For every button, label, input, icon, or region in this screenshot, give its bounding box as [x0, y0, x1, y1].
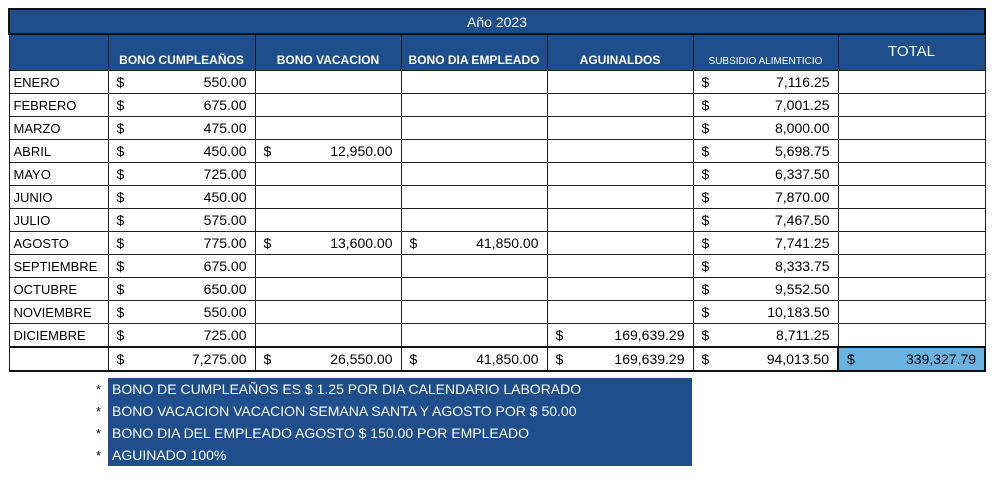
- currency-symbol: $: [555, 351, 564, 367]
- cumple-cell: [108, 255, 255, 278]
- header-vacacion: BONO VACACION: [255, 34, 401, 71]
- subsidio-cell: [693, 278, 838, 301]
- aguinaldos-cell: [547, 232, 693, 255]
- total-cell: [838, 71, 985, 94]
- currency-symbol: $: [701, 166, 710, 182]
- aguinaldos-cell: [547, 71, 693, 94]
- month-cell: FEBRERO: [9, 94, 108, 117]
- vacacion-cell: [255, 324, 401, 348]
- header-blank: [9, 34, 108, 71]
- month-cell: OCTUBRE: [9, 278, 108, 301]
- currency-symbol: $: [701, 258, 710, 274]
- cumple-cell: [108, 163, 255, 186]
- vacacion-cell: [255, 94, 401, 117]
- currency-symbol: $: [116, 189, 125, 205]
- currency-symbol: $: [555, 327, 564, 343]
- total-cell: [838, 94, 985, 117]
- title-row: [9, 9, 985, 34]
- header-total: TOTAL: [838, 34, 985, 71]
- table-row: [9, 117, 985, 140]
- note-text: BONO DE CUMPLEAÑOS ES $ 1.25 POR DIA CALENDARIO LABORADO: [108, 378, 692, 400]
- header-empleado: BONO DIA EMPLEADO: [401, 34, 547, 71]
- aguinaldos-cell: [547, 209, 693, 232]
- total-cell: [838, 232, 985, 255]
- currency-symbol: $: [116, 97, 125, 113]
- total-aguinaldos: [547, 347, 693, 371]
- empleado-cell: [401, 186, 547, 209]
- subsidio-cell: [693, 71, 838, 94]
- note-text: BONO VACACION VACACION SEMANA SANTA Y AGOSTO POR $ 50.00: [108, 400, 692, 422]
- subsidio-cell: [693, 163, 838, 186]
- amount-value: 7,870.00: [775, 189, 830, 205]
- note-item: [96, 444, 696, 466]
- currency-symbol: $: [116, 166, 125, 182]
- grand-total: [838, 347, 985, 371]
- table-row: [9, 301, 985, 324]
- total-cell: [838, 140, 985, 163]
- header-cumple: BONO CUMPLEAÑOS: [108, 34, 255, 71]
- cumple-cell: [108, 278, 255, 301]
- currency-symbol: $: [263, 143, 272, 159]
- currency-symbol: $: [263, 351, 272, 367]
- table-row: [9, 163, 985, 186]
- amount-value: 169,639.29: [614, 327, 685, 343]
- amount-value: 7,116.25: [776, 74, 830, 90]
- total-vacacion: [255, 347, 401, 371]
- amount-value: 550.00: [203, 74, 247, 90]
- currency-symbol: $: [701, 281, 710, 297]
- header-aguinaldos: AGUINALDOS: [547, 34, 693, 71]
- aguinaldos-cell: [547, 278, 693, 301]
- currency-symbol: $: [701, 97, 710, 113]
- subsidio-cell: [693, 186, 838, 209]
- aguinaldos-cell: [547, 301, 693, 324]
- amount-value: 450.00: [203, 143, 247, 159]
- aguinaldos-cell: [547, 94, 693, 117]
- currency-symbol: $: [116, 258, 125, 274]
- amount-value: 450.00: [203, 189, 247, 205]
- table-row: [9, 278, 985, 301]
- empleado-cell: [401, 255, 547, 278]
- amount-value: 575.00: [203, 212, 247, 228]
- amount-value: 8,333.75: [775, 258, 830, 274]
- currency-symbol: $: [847, 351, 855, 367]
- currency-symbol: $: [409, 235, 418, 251]
- currency-symbol: $: [701, 74, 710, 90]
- currency-symbol: $: [116, 327, 125, 343]
- month-cell: AGOSTO: [9, 232, 108, 255]
- subsidio-cell: [693, 117, 838, 140]
- subsidio-cell: [693, 140, 838, 163]
- empleado-cell: [401, 71, 547, 94]
- subsidio-cell: [693, 301, 838, 324]
- amount-value: 6,337.50: [775, 166, 830, 182]
- subsidio-cell: [693, 94, 838, 117]
- month-cell: MAYO: [9, 163, 108, 186]
- currency-symbol: $: [116, 304, 125, 320]
- total-cell: [838, 186, 985, 209]
- total-vacacion-value: 26,550.00: [330, 351, 393, 367]
- month-cell: ABRIL: [9, 140, 108, 163]
- month-cell: SEPTIEMBRE: [9, 255, 108, 278]
- vacacion-cell: [255, 301, 401, 324]
- cumple-cell: [108, 301, 255, 324]
- currency-symbol: $: [116, 143, 125, 159]
- total-cell: [838, 301, 985, 324]
- table-row: [9, 94, 985, 117]
- empleado-cell: [401, 140, 547, 163]
- month-cell: JULIO: [9, 209, 108, 232]
- currency-symbol: $: [116, 235, 125, 251]
- amount-value: 13,600.00: [330, 235, 393, 251]
- note-text: BONO DIA DEL EMPLEADO AGOSTO $ 150.00 POR EMPLEADO: [108, 422, 692, 444]
- currency-symbol: $: [701, 235, 710, 251]
- amount-value: 725.00: [203, 166, 247, 182]
- note-item: [96, 422, 696, 444]
- amount-value: 650.00: [203, 281, 247, 297]
- aguinaldos-cell: [547, 186, 693, 209]
- table-row: [9, 232, 985, 255]
- currency-symbol: $: [116, 74, 125, 90]
- month-cell: DICIEMBRE: [9, 324, 108, 348]
- aguinaldos-cell: [547, 163, 693, 186]
- cumple-cell: [108, 186, 255, 209]
- cumple-cell: [108, 209, 255, 232]
- table-row: [9, 140, 985, 163]
- bullet-marker: *: [96, 425, 102, 441]
- amount-value: 725.00: [203, 327, 247, 343]
- amount-value: 550.00: [203, 304, 247, 320]
- subsidio-cell: [693, 232, 838, 255]
- table-row: [9, 186, 985, 209]
- amount-value: 7,741.25: [775, 235, 830, 251]
- amount-value: 5,698.75: [775, 143, 830, 159]
- total-cell: [838, 163, 985, 186]
- vacacion-cell: [255, 163, 401, 186]
- vacacion-cell: [255, 186, 401, 209]
- currency-symbol: $: [701, 212, 710, 228]
- cumple-cell: [108, 94, 255, 117]
- table-title: Año 2023: [9, 9, 985, 34]
- total-cell: [838, 255, 985, 278]
- currency-symbol: $: [263, 235, 272, 251]
- month-cell: ENERO: [9, 71, 108, 94]
- amount-value: 675.00: [203, 97, 247, 113]
- vacacion-cell: [255, 255, 401, 278]
- vacacion-cell: [255, 117, 401, 140]
- note-item: [96, 400, 696, 422]
- amount-value: 12,950.00: [330, 143, 393, 159]
- note-text: AGUINADO 100%: [108, 444, 692, 466]
- total-empleado-value: 41,850.00: [476, 351, 539, 367]
- cumple-cell: [108, 117, 255, 140]
- empleado-cell: [401, 278, 547, 301]
- currency-symbol: $: [701, 120, 710, 136]
- amount-value: 9,552.50: [775, 281, 830, 297]
- notes-list: [96, 378, 696, 466]
- empleado-cell: [401, 301, 547, 324]
- amount-value: 675.00: [203, 258, 247, 274]
- empleado-cell: [401, 209, 547, 232]
- amount-value: 8,711.25: [776, 327, 830, 343]
- bullet-marker: *: [96, 403, 102, 419]
- total-cell: [838, 324, 985, 348]
- amount-value: 475.00: [203, 120, 247, 136]
- cumple-cell: [108, 71, 255, 94]
- vacacion-cell: [255, 278, 401, 301]
- currency-symbol: $: [701, 327, 710, 343]
- vacacion-cell: [255, 71, 401, 94]
- vacacion-cell: [255, 209, 401, 232]
- cumple-cell: [108, 140, 255, 163]
- total-cell: [838, 117, 985, 140]
- bullet-marker: *: [96, 447, 102, 463]
- table-row: [9, 255, 985, 278]
- aguinaldos-cell: [547, 140, 693, 163]
- totals-label: [9, 347, 108, 371]
- amount-value: 775.00: [203, 235, 247, 251]
- amount-value: 7,001.25: [775, 97, 830, 113]
- amount-value: 7,467.50: [775, 212, 830, 228]
- currency-symbol: $: [701, 143, 710, 159]
- total-cell: [838, 278, 985, 301]
- table-row: [9, 324, 985, 348]
- table-row: [9, 209, 985, 232]
- total-cumple-value: 7,275.00: [192, 351, 247, 367]
- bullet-marker: *: [96, 381, 102, 397]
- amount-value: 10,183.50: [767, 304, 830, 320]
- month-cell: JUNIO: [9, 186, 108, 209]
- currency-symbol: $: [701, 304, 710, 320]
- cumple-cell: [108, 232, 255, 255]
- total-empleado: [401, 347, 547, 371]
- total-subsidio-value: 94,013.50: [766, 351, 829, 367]
- aguinaldos-cell: [547, 117, 693, 140]
- subsidio-cell: [693, 209, 838, 232]
- grand-total-value: 339,327.79: [905, 351, 977, 367]
- totals-row: [9, 347, 985, 371]
- table-row: [9, 71, 985, 94]
- month-cell: MARZO: [9, 117, 108, 140]
- month-cell: NOVIEMBRE: [9, 301, 108, 324]
- empleado-cell: [401, 117, 547, 140]
- cumple-cell: [108, 324, 255, 348]
- empleado-cell: [401, 163, 547, 186]
- vacacion-cell: [255, 140, 401, 163]
- currency-symbol: $: [409, 351, 418, 367]
- bonus-table: [8, 8, 986, 372]
- currency-symbol: $: [116, 120, 125, 136]
- amount-value: 41,850.00: [476, 235, 539, 251]
- total-subsidio: [693, 347, 838, 371]
- empleado-cell: [401, 324, 547, 348]
- note-item: [96, 378, 696, 400]
- aguinaldos-cell: [547, 324, 693, 348]
- total-cell: [838, 209, 985, 232]
- subsidio-cell: [693, 255, 838, 278]
- aguinaldos-cell: [547, 255, 693, 278]
- empleado-cell: [401, 94, 547, 117]
- vacacion-cell: [255, 232, 401, 255]
- header-subsidio: SUBSIDIO ALIMENTICIO: [693, 34, 838, 71]
- header-row: [9, 34, 985, 71]
- total-aguinaldos-value: 169,639.29: [614, 351, 685, 367]
- total-cumple: [108, 347, 255, 371]
- currency-symbol: $: [116, 351, 125, 367]
- amount-value: 8,000.00: [775, 120, 830, 136]
- subsidio-cell: [693, 324, 838, 348]
- empleado-cell: [401, 232, 547, 255]
- currency-symbol: $: [701, 351, 710, 367]
- currency-symbol: $: [701, 189, 710, 205]
- currency-symbol: $: [116, 281, 125, 297]
- table-body: [9, 71, 985, 348]
- currency-symbol: $: [116, 212, 125, 228]
